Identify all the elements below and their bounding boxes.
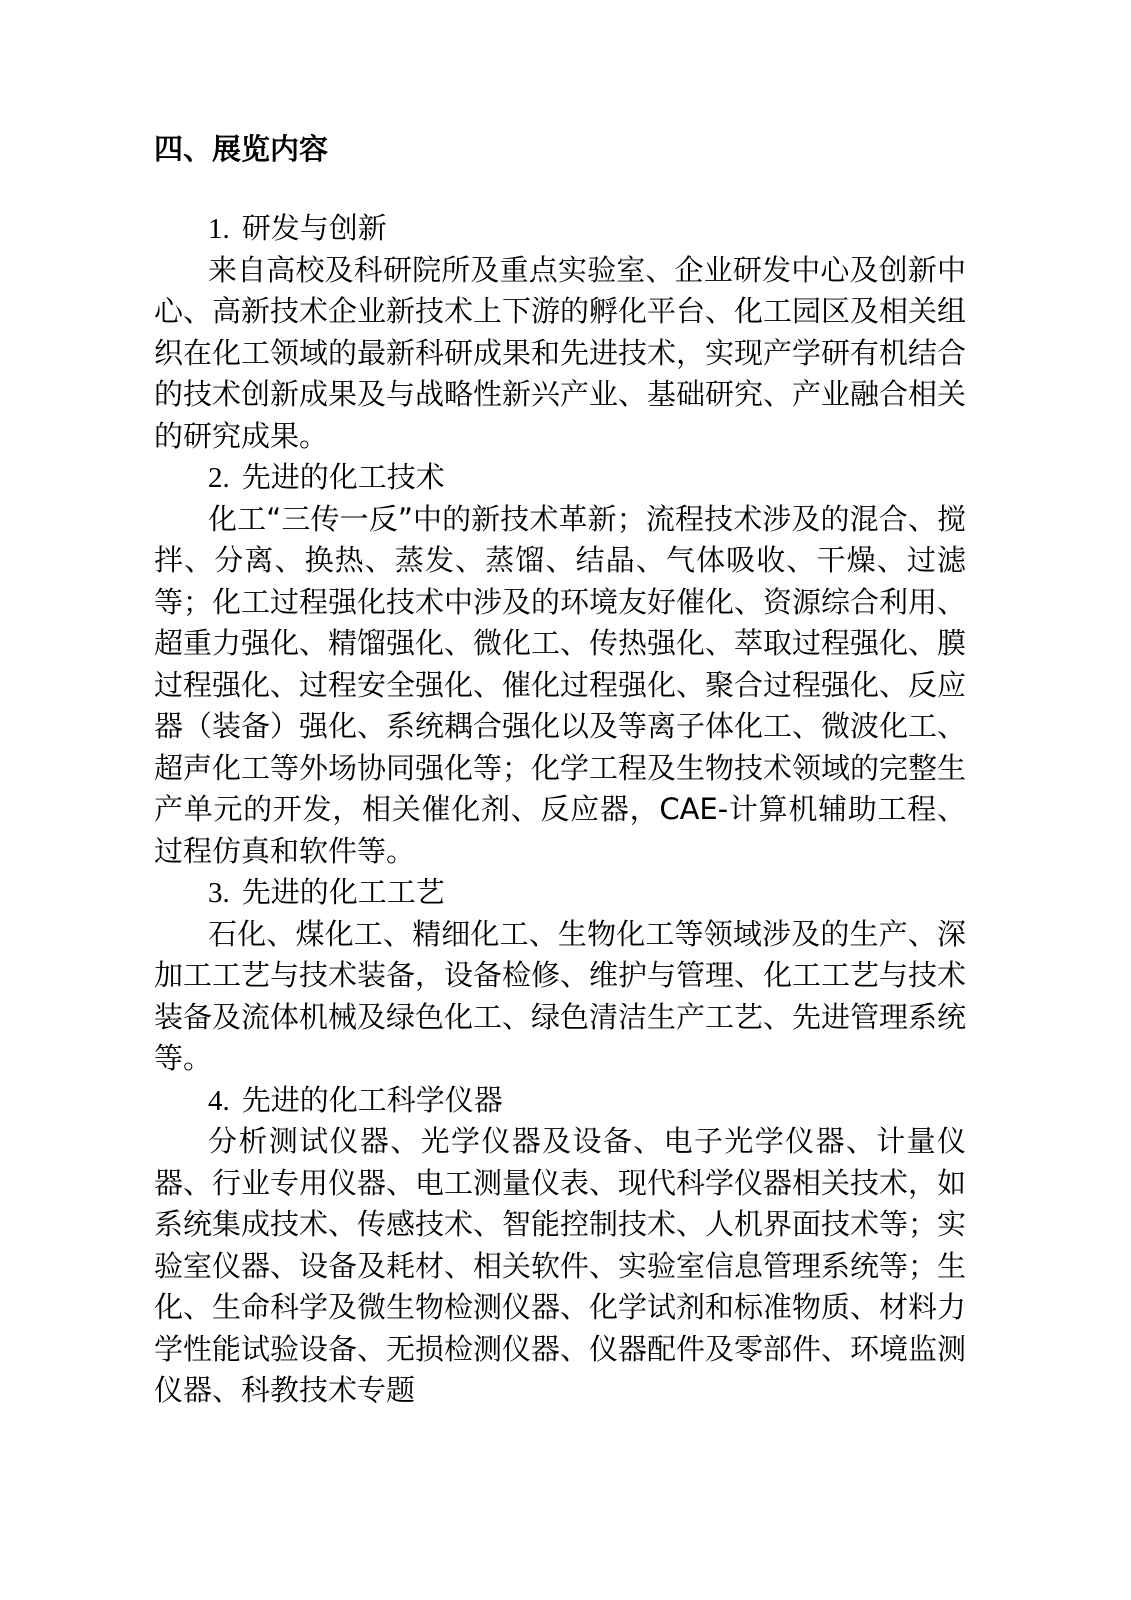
section-advanced-scientific-instruments <box>154 1080 966 1412</box>
subsection-number: 2. <box>208 462 230 494</box>
subsection-body: 分析测试仪器、光学仪器及设备、电子光学仪器、计量仪器、行业专用仪器、电工测量仪表、现代科学仪器相关技术，如系统集成技术、传感技术、智能控制技术、人机界面技术等；实验室仪器、设备及耗材、相关软件、实验室信息管理系统等；生化、生命科学及微生物检测仪器、化学试剂和标准物质、材料力学性能试验设备、无损检测仪器、仪器配件及零部件、环境监测仪器、科教技术专题 <box>154 1124 967 1407</box>
subsection-title <box>154 208 966 250</box>
section-advanced-chemical-technology <box>154 457 966 872</box>
subsection-title <box>154 457 966 499</box>
subsection-number: 1. <box>208 213 230 245</box>
subsection-title-text: 先进的化工科学仪器 <box>241 1082 503 1117</box>
subsection-body: 石化、煤化工、精细化工、生物化工等领域涉及的生产、深加工工艺与技术装备，设备检修、维护与管理、化工工艺与技术装备及流体机械及绿色化工、绿色清洁生产工艺、先进管理系统等。 <box>154 916 967 1075</box>
subsection-title-text: 先进的化工工艺 <box>241 875 445 909</box>
section-research-innovation <box>154 208 966 457</box>
subsection-body: 来自高校及科研院所及重点实验室、企业研发中心及创新中心、高新技术企业新技术上下游的孵化平台、化工园区及相关组织在化工领域的最新科研成果和先进技术，实现产学研有机结合的技术创新成果及与战略性新兴产业、基础研究、产业融合相关的研究成果。 <box>154 252 967 453</box>
subsection-number: 3. <box>208 877 230 909</box>
section-heading: 四、展览内容 <box>154 132 329 166</box>
subsection-title <box>154 1080 966 1122</box>
section-advanced-chemical-process <box>154 872 966 1080</box>
subsection-number: 4. <box>208 1084 230 1117</box>
subsection-title-text: 先进的化工技术 <box>241 460 445 494</box>
subsection-title <box>154 872 966 914</box>
document-content <box>154 128 966 1412</box>
subsection-body: 化工“三传一反”中的新技术革新；流程技术涉及的混合、搅拌、分离、换热、蒸发、蒸馏、结晶、气体吸收、干燥、过滤等；化工过程强化技术中涉及的环境友好催化、资源综合利用、超重力强化、精馏强化、微化工、传热强化、萃取过程强化、膜过程强化、过程安全强化、催化过程强化、聚合过程强化、反应器（装备）强化、系统耦合强化以及等离子体化工、微波化工、超声化工等外场协同强化等；化学工程及生物技术领域的完整生产单元的开发，相关催化剂、反应器，CAE-计算机辅助工程、过程仿真和软件等。 <box>154 501 967 868</box>
subsection-title-text: 研发与创新 <box>241 211 387 245</box>
